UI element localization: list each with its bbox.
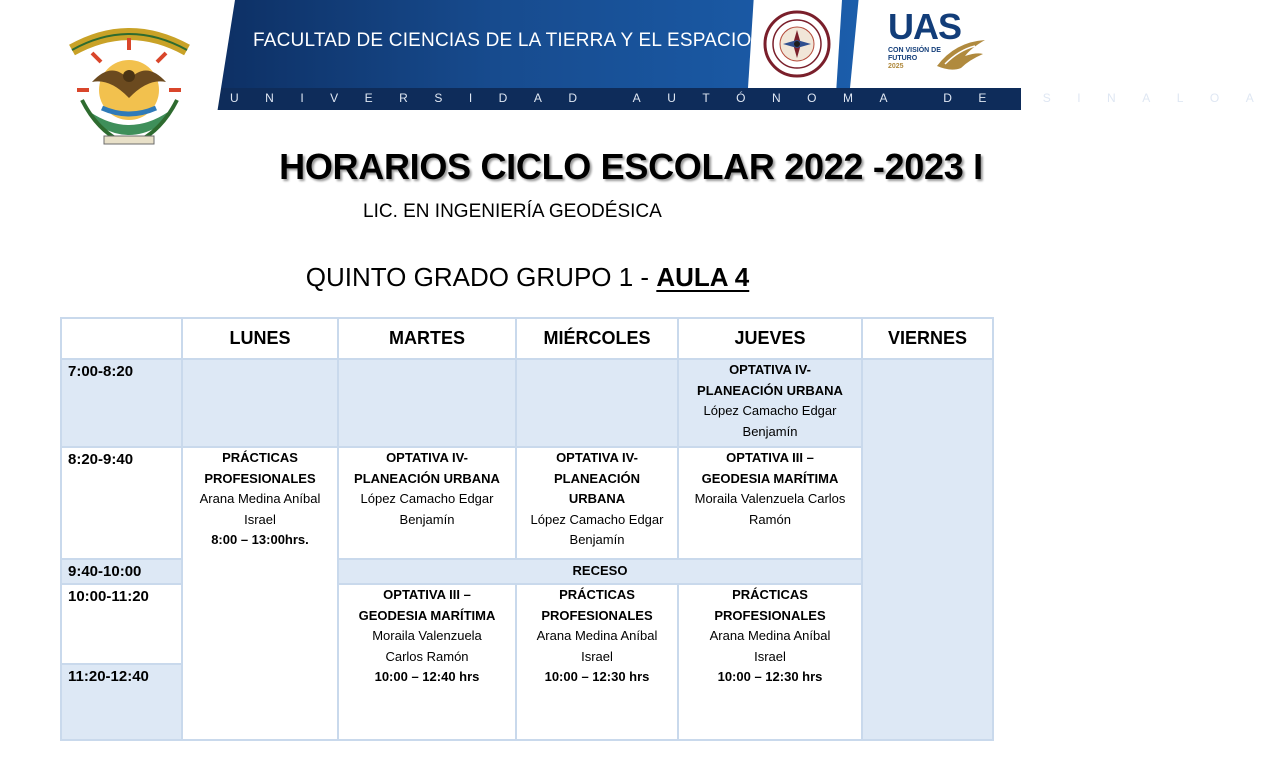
viernes-column <box>862 359 993 740</box>
grade-heading: QUINTO GRADO GRUPO 1 - AULA 4 <box>305 262 750 292</box>
faculty-name: FACULTAD DE CIENCIAS DE LA TIERRA Y EL ESPACIO <box>253 30 752 51</box>
table-row <box>61 447 993 559</box>
day-header-viernes: VIERNES <box>862 318 993 359</box>
schedule-table-container <box>60 317 992 739</box>
eagle-wing-icon <box>935 38 987 72</box>
time-slot-2: 8:20-9:40 <box>61 447 182 559</box>
university-name: UNIVERSIDAD AUTÓNOMA DE SINALOA <box>230 91 1280 105</box>
miercoles-slot-1 <box>516 359 678 447</box>
time-slot-3: 9:40-10:00 <box>61 559 182 584</box>
jueves-slot-4: PRÁCTICAS PROFESIONALES Arana Medina Aníbal Israel 10:00 – 12:30 hrs <box>678 584 862 740</box>
university-crest-logo <box>62 20 197 155</box>
miercoles-slot-4: PRÁCTICAS PROFESIONALES Arana Medina Aníbal Israel 10:00 – 12:30 hrs <box>516 584 678 740</box>
time-slot-4: 10:00-11:20 <box>61 584 182 664</box>
lunes-practicas-block: PRÁCTICAS PROFESIONALES Arana Medina Aníbal Israel 8:00 – 13:00hrs. <box>182 447 338 740</box>
uas-tagline: CON VISIÓN DE FUTURO 2025 <box>888 47 941 70</box>
career-name: LIC. EN INGENIERÍA GEODÉSICA <box>363 201 662 222</box>
table-header-row <box>61 318 993 359</box>
jueves-slot-1: OPTATIVA IV- PLANEACIÓN URBANA López Camacho Edgar Benjamín <box>678 359 862 447</box>
page-title: HORARIOS CICLO ESCOLAR 2022 -2023 I <box>279 146 983 187</box>
recess-cell: RECESO <box>338 559 862 584</box>
jueves-slot-2: OPTATIVA III – GEODESIA MARÍTIMA Moraila Valenzuela Carlos Ramón <box>678 447 862 559</box>
corner-cell <box>61 318 182 359</box>
martes-slot-4: OPTATIVA III – GEODESIA MARÍTIMA Moraila Valenzuela Carlos Ramón 10:00 – 12:40 hrs <box>338 584 516 740</box>
martes-slot-1 <box>338 359 516 447</box>
miercoles-slot-2: OPTATIVA IV- PLANEACIÓN URBANA López Camacho Edgar Benjamín <box>516 447 678 559</box>
room-label: AULA 4 <box>656 262 750 292</box>
martes-slot-2: OPTATIVA IV- PLANEACIÓN URBANA López Camacho Edgar Benjamín <box>338 447 516 559</box>
lunes-slot-1 <box>182 359 338 447</box>
table-row <box>61 359 993 447</box>
day-header-jueves: JUEVES <box>678 318 862 359</box>
schedule-table <box>60 317 994 741</box>
time-slot-1: 7:00-8:20 <box>61 359 182 447</box>
day-header-lunes: LUNES <box>182 318 338 359</box>
uas-logo-text: UAS <box>888 6 962 47</box>
faculty-seal-logo <box>763 10 831 78</box>
header-banner <box>0 0 1280 110</box>
day-header-miercoles: MIÉRCOLES <box>516 318 678 359</box>
day-header-martes: MARTES <box>338 318 516 359</box>
time-slot-5: 11:20-12:40 <box>61 664 182 740</box>
